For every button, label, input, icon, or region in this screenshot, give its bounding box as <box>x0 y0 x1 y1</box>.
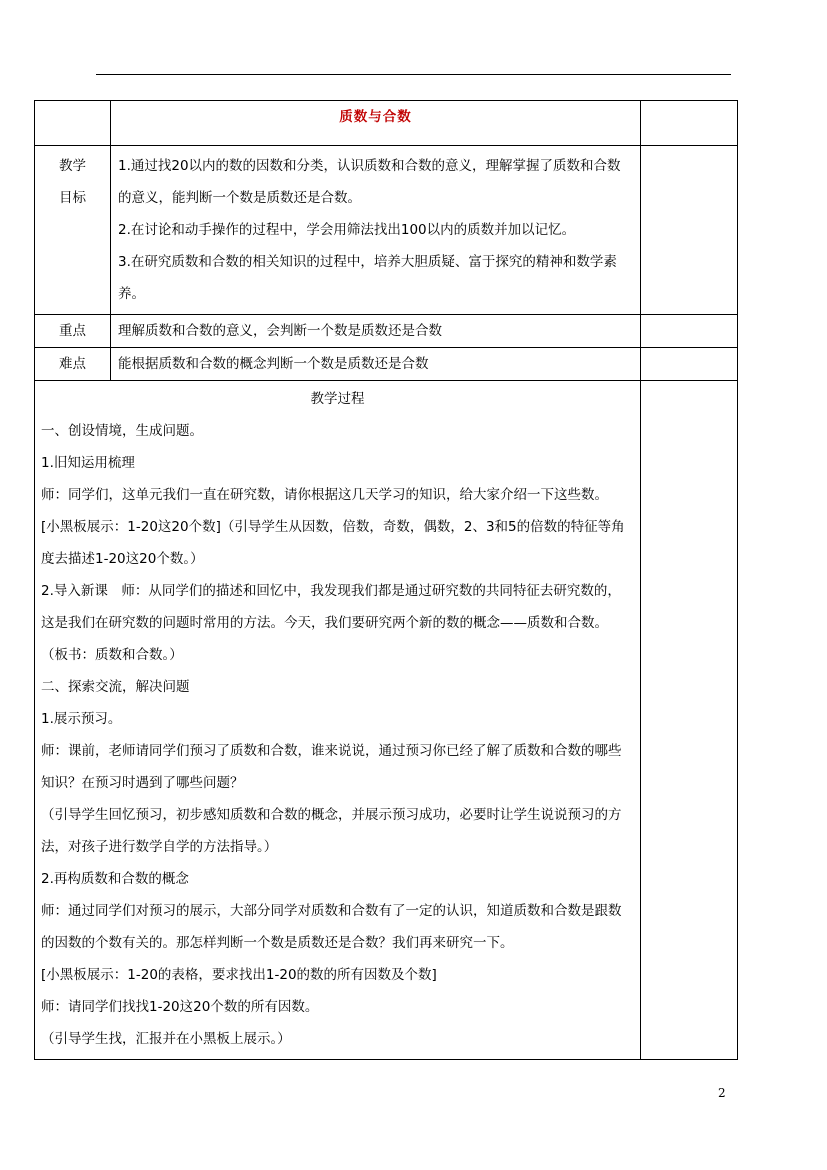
lesson-title: 质数与合数 <box>111 101 641 146</box>
process-line: 师：课前，老师请同学们预习了质数和合数，谁来说说，通过预习你已经了解了质数和合数的哪些知识？在预习时遇到了哪些问题？ <box>41 743 622 791</box>
process-content <box>35 381 641 1060</box>
process-heading: 教学过程 <box>310 391 365 407</box>
lesson-plan-table <box>34 100 738 1060</box>
key-point-row <box>35 315 738 348</box>
process-line: 1.展示预习。 <box>41 711 122 727</box>
objectives-content <box>111 146 641 315</box>
process-line: （引导学生找，汇报并在小黑板上展示。） <box>41 1031 291 1047</box>
objectives-label-line1: 教学 <box>59 158 86 174</box>
process-line: 1.旧知运用梳理 <box>41 455 135 471</box>
process-row <box>35 381 738 1060</box>
page-number: 2 <box>718 1086 726 1100</box>
objectives-label <box>35 146 111 315</box>
objective-item: 1.通过找20以内的数的因数和分类，认识质数和合数的意义，理解掌握了质数和合数的意义，能判断一个数是质数还是合数。 <box>118 158 621 206</box>
process-line: 2.导入新课 师：从同学们的描述和回忆中，我发现我们都是通过研究数的共同特征去研究数的，这是我们在研究数的问题时常用的方法。今天，我们要研究两个新的数的概念——质数和合数。 （板书：质数和合数。） <box>41 583 642 663</box>
key-point-text: 理解质数和合数的意义，会判断一个数是质数还是合数 <box>111 315 641 348</box>
process-line: [小黑板展示：1-20这20个数]（引导学生从因数，倍数，奇数，偶数，2、3和5的倍数的特征等角度去描述1-20这20个数。） <box>41 519 625 567</box>
title-row <box>35 101 738 146</box>
difficulty-text: 能根据质数和合数的概念判断一个数是质数还是合数 <box>111 348 641 381</box>
process-line: 师：请同学们找找1-20这20个数的所有因数。 <box>41 999 319 1015</box>
difficulty-label: 难点 <box>35 348 111 381</box>
objective-item: 2.在讨论和动手操作的过程中，学会用筛法找出100以内的质数并加以记忆。 <box>118 222 576 238</box>
objectives-label-line2: 目标 <box>59 190 86 206</box>
key-point-label: 重点 <box>35 315 111 348</box>
objectives-right-cell <box>641 146 738 315</box>
title-left-cell <box>35 101 111 146</box>
process-right-cell <box>641 381 738 1060</box>
difficulty-row <box>35 348 738 381</box>
objectives-row <box>35 146 738 315</box>
process-line: 师：通过同学们对预习的展示，大部分同学对质数和合数有了一定的认识，知道质数和合数是跟数的因数的个数有关的。那怎样判断一个数是质数还是合数？我们再来研究一下。 <box>41 903 622 951</box>
header-rule <box>96 74 731 75</box>
process-line: 师：同学们，这单元我们一直在研究数，请你根据这几天学习的知识，给大家介绍一下这些数。 <box>41 487 608 503</box>
objective-item: 3.在研究质数和合数的相关知识的过程中，培养大胆质疑、富于探究的精神和数学素养。 <box>118 254 617 302</box>
process-line: [小黑板展示：1-20的表格，要求找出1-20的数的所有因数及个数] <box>41 967 437 983</box>
difficulty-right-cell <box>641 348 738 381</box>
process-line: 2.再构质数和合数的概念 <box>41 871 189 887</box>
title-right-cell <box>641 101 738 146</box>
process-line: 一、创设情境，生成问题。 <box>41 423 203 439</box>
process-line: 二、探索交流，解决问题 <box>41 679 190 695</box>
key-point-right-cell <box>641 315 738 348</box>
process-line: （引导学生回忆预习，初步感知质数和合数的概念，并展示预习成功，必要时让学生说说预习的方法，对孩子进行数学自学的方法指导。） <box>41 807 622 855</box>
